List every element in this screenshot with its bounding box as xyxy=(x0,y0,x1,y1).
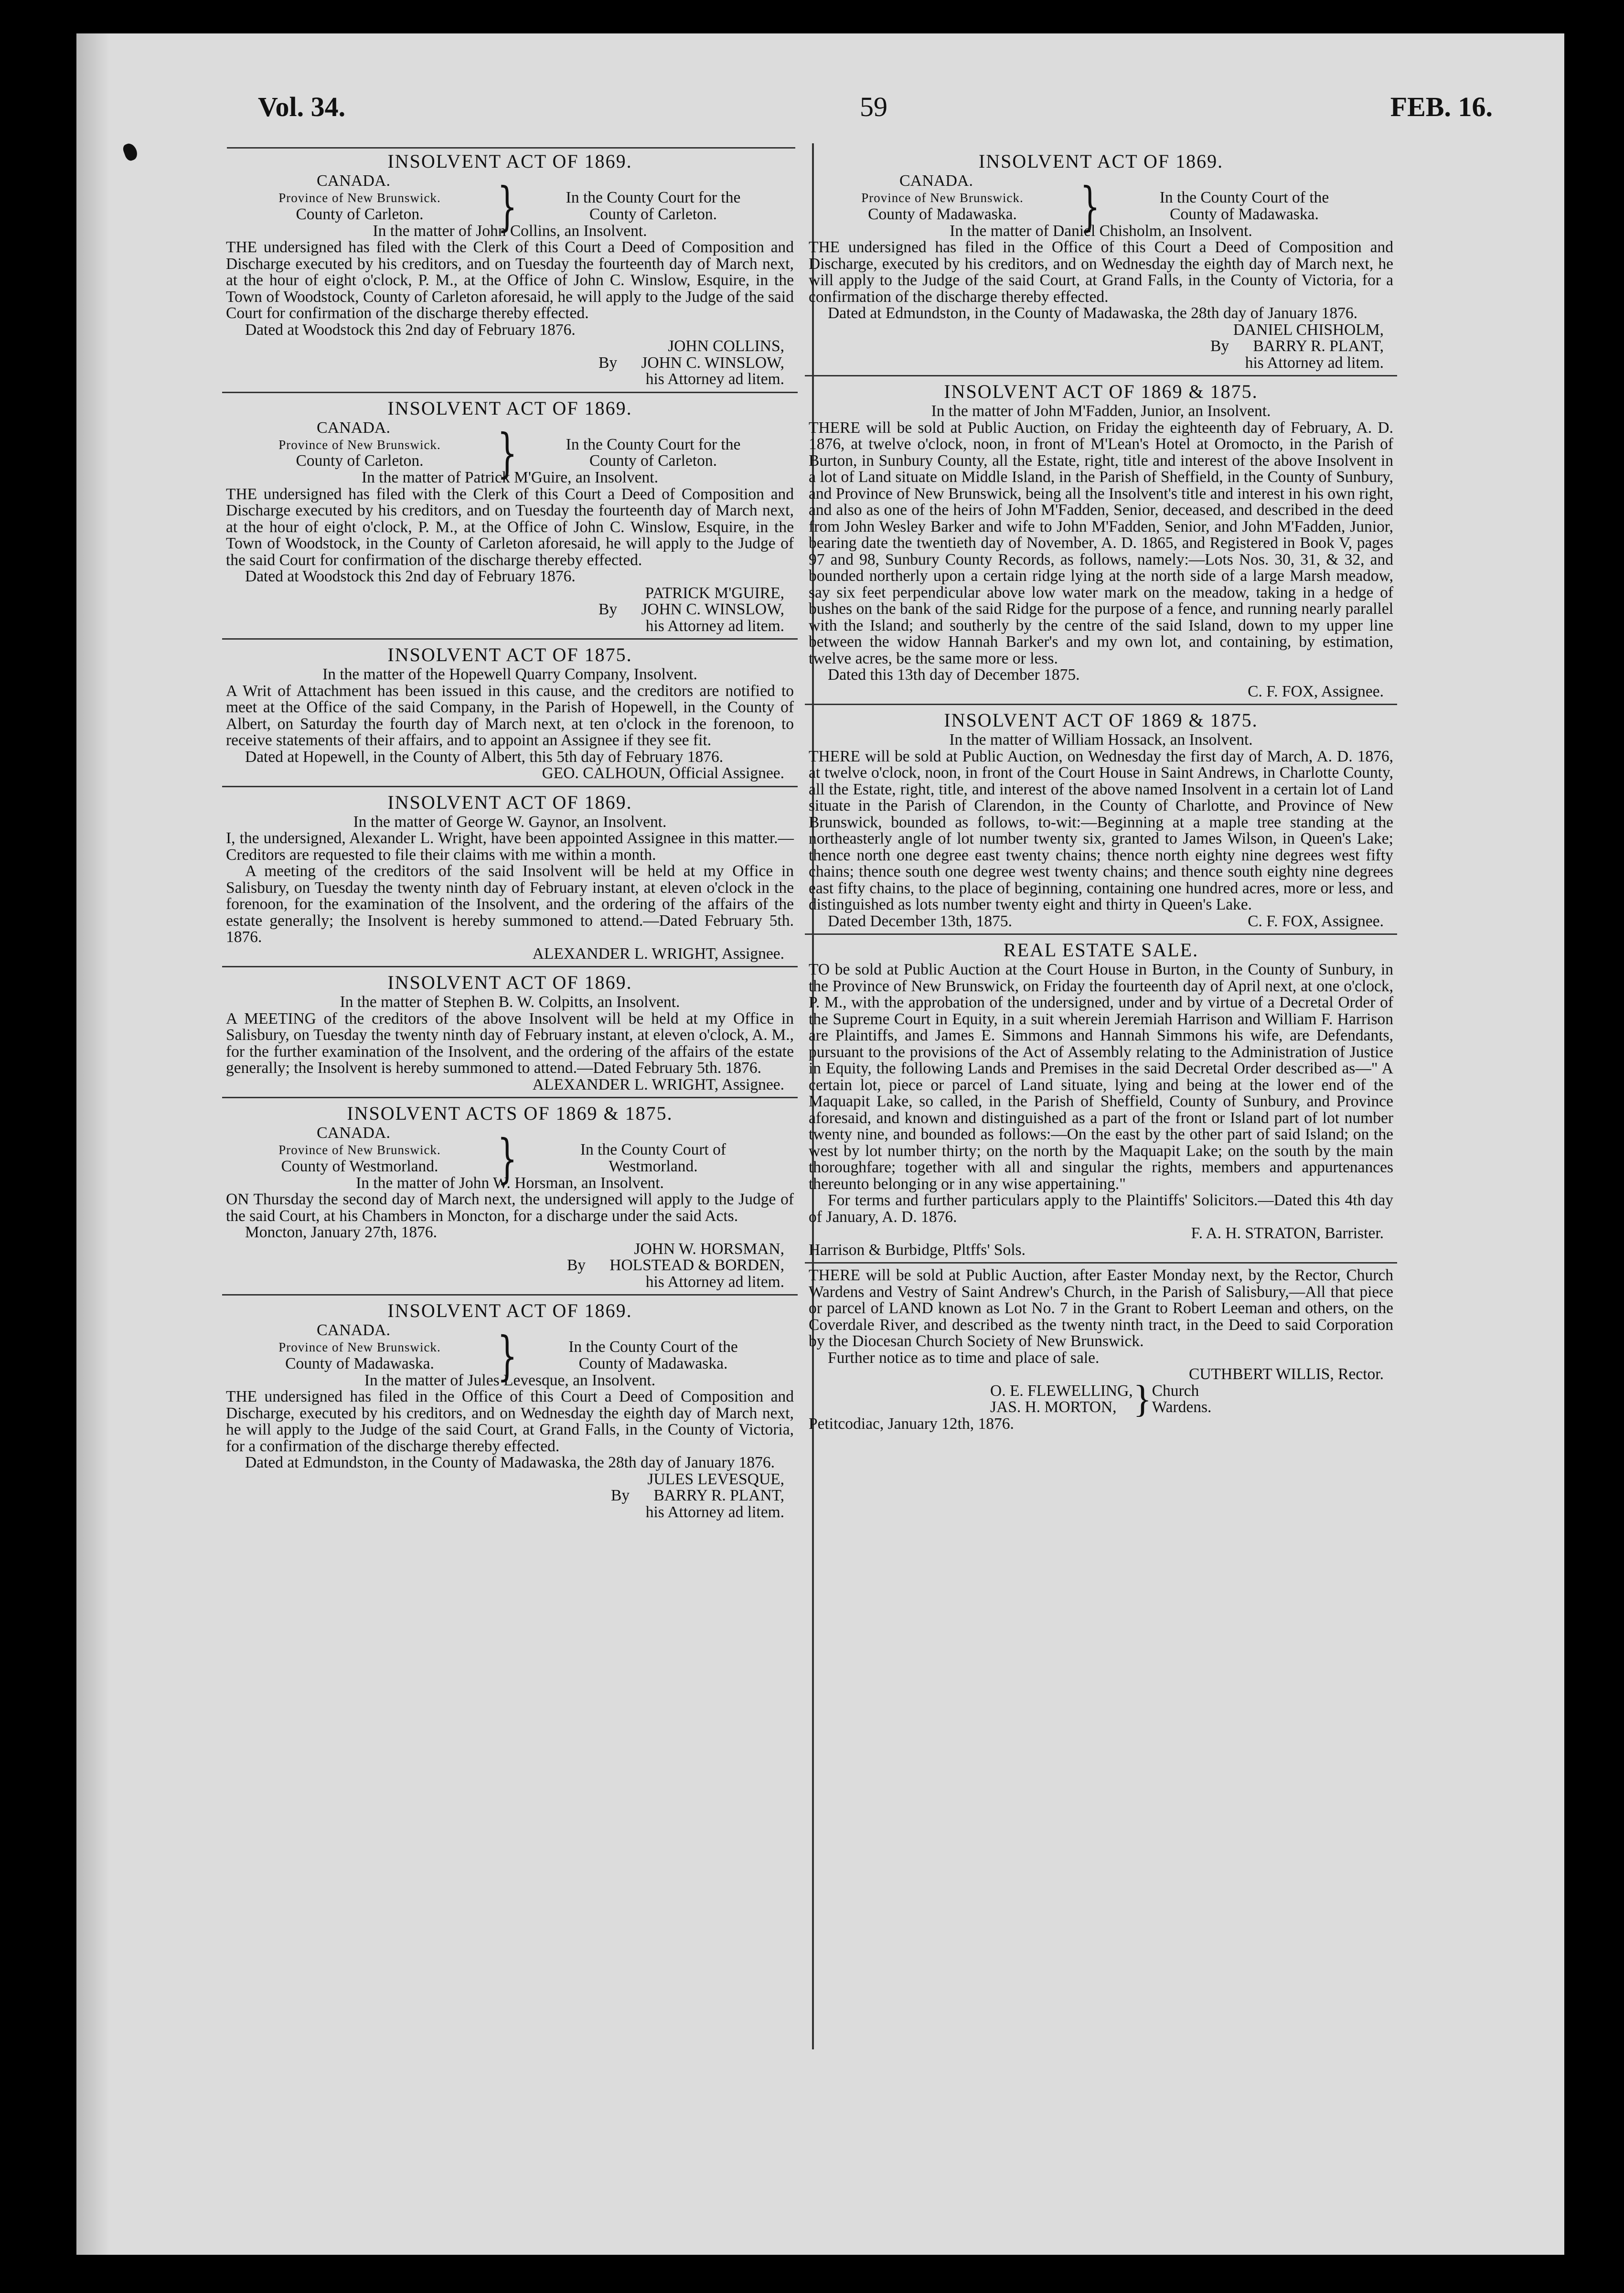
notice-body-2: A meeting of the creditors of the said Insolvent will be held at my Office in Salisbury, on Tuesday the twenty ninth day of February instant, at eleven o'clock in the forenoon, for the examination of the Insolvent, and the ordering of the affairs of the estate generally; the Insolvent is hereby summoned to attend.—Dated February 5th. 1876. xyxy=(226,862,794,946)
notice-levesque xyxy=(222,1298,798,1524)
province-label: Province of New Brunswick. xyxy=(278,1143,441,1157)
notice-mguire xyxy=(222,396,798,640)
province-county: County of Madawaska. xyxy=(285,1354,434,1372)
dated-line: Dated at Edmundston, in the County of Madawaska, the 28th day of January 1876. xyxy=(245,1454,775,1471)
signature-attorney: JOHN C. WINSLOW, xyxy=(641,354,784,372)
country-label: CANADA. xyxy=(317,1124,390,1142)
notice-title: INSOLVENT ACT OF 1869. xyxy=(978,150,1224,172)
brace-icon: } xyxy=(497,1127,517,1189)
matter-line: In the matter of Daniel Chisholm, an Insolvent. xyxy=(950,222,1252,240)
issue-date: FEB. 16. xyxy=(1390,91,1493,122)
signature-warden-2: JAS. H. MORTON, xyxy=(990,1398,1117,1416)
signature-by: By xyxy=(611,1487,630,1504)
signature-by: By xyxy=(566,1256,586,1274)
province-county: County of Westmorland. xyxy=(281,1157,438,1175)
signature-attorney: BARRY R. PLANT, xyxy=(653,1487,784,1504)
notice-body: THE undersigned has filed in the Office of this Court a Deed of Composition and Discharge, executed by his creditors, and on Wednesday the eighth day of March next, he will apply to the Judge of the said Court, at Grand Falls, in the County of Victoria, for a confirmation of the discharge thereby effected. xyxy=(226,1388,794,1455)
matter-line: In the matter of George W. Gaynor, an Insolvent. xyxy=(353,813,667,831)
notice-body: A Writ of Attachment has been issued in this cause, and the creditors are notified to meet at the Office of the said Company, in the Parish of Hopewell, in the County of Albert, on Saturday the fourth day of March next, at ten o'clock in the forenoon, to receive statements of their affairs, and to appoint an Assignee if they see fit. xyxy=(226,682,794,749)
notice-body: THE undersigned has filed with the Clerk of this Court a Deed of Composition and Discharge executed by his creditors, and on Tuesday the fourteenth day of March next, at the hour of eight o'clock, P. M., at the Office of John C. Winslow, Esquire, in the Town of Woodstock, County of Carleton aforesaid, he will apply to the Judge of the said Court for confirmation of the discharge thereby effected. xyxy=(226,238,794,322)
notice-body-2: For terms and further particulars apply to the Plaintiffs' Solicitors.—Dated this 4th day of January, A. D. 1876. xyxy=(809,1191,1393,1226)
signature-line: ALEXANDER L. WRIGHT, Assignee. xyxy=(532,1075,784,1093)
country-label: CANADA. xyxy=(317,418,390,437)
notice-title: INSOLVENT ACT OF 1869 & 1875. xyxy=(944,381,1258,402)
court-label: In the County Court of the xyxy=(1159,189,1329,206)
country-label: CANADA. xyxy=(317,1321,390,1339)
notice-body: THE undersigned has filed with the Clerk of this Court a Deed of Composition and Discharge executed by his creditors, and on Tuesday the fourteenth day of March next, at the hour of eight o'clock, P. M., at the Office of John C. Winslow, Esquire, in the Town of Woodstock, in the County of Carleton aforesaid, he will apply to the Judge of the said Court for confirmation of the discharge thereby effected. xyxy=(226,485,794,569)
church-label: Church xyxy=(1152,1382,1199,1400)
dated-line: Petitcodiac, January 12th, 1876. xyxy=(809,1414,1014,1433)
notice-title: INSOLVENT ACT OF 1869. xyxy=(387,972,632,993)
dated-line: Dated December 13th, 1875. xyxy=(828,912,1013,930)
notice-church-land-sale xyxy=(805,1266,1397,1436)
province-county: County of Carleton. xyxy=(296,452,424,470)
court-county: County of Carleton. xyxy=(589,205,717,223)
dated-line: Dated this 13th day of December 1875. xyxy=(828,666,1080,684)
page-header xyxy=(258,91,1493,143)
notice-title: INSOLVENT ACT OF 1869. xyxy=(387,791,632,813)
court-county: County of Carleton. xyxy=(589,452,717,470)
notice-title: INSOLVENT ACT OF 1875. xyxy=(387,644,632,665)
ink-blot xyxy=(122,142,139,162)
notice-title: INSOLVENT ACT OF 1869 & 1875. xyxy=(944,709,1258,731)
notice-real-estate-sale xyxy=(805,938,1397,1264)
province-label: Province of New Brunswick. xyxy=(278,1340,441,1354)
province-label: Province of New Brunswick. xyxy=(278,191,441,205)
notice-body: THERE will be sold at Public Auction, after Easter Monday next, by the Rector, Church Wardens and Vestry of Saint Andrew's Church, in the Parish of Salisbury,—All that piece or parcel of LAND known as Lot No. 7 in the Grant to Robert Leeman and others, on the Coverdale River, and described as the twenty ninth tract, in the Deed to said Corporation by the Diocesan Church Society of New Brunswick. xyxy=(809,1266,1393,1350)
volume-label: Vol. 34. xyxy=(258,91,346,122)
right-column xyxy=(805,149,1397,1439)
notice-hossack xyxy=(805,708,1397,935)
signature-name: DANIEL CHISHOLM, xyxy=(1233,321,1384,339)
notice-title: INSOLVENT ACTS OF 1869 & 1875. xyxy=(347,1103,673,1124)
notice-gaynor xyxy=(222,790,798,968)
notice-body-2: Further notice as to time and place of sale. xyxy=(828,1349,1100,1367)
notice-title: INSOLVENT ACT OF 1869. xyxy=(387,1300,632,1321)
signature-name: JULES LEVESQUE, xyxy=(647,1470,784,1488)
court-label: In the County Court for the xyxy=(566,435,741,453)
signature-rector: CUTHBERT WILLIS, Rector. xyxy=(1188,1365,1384,1383)
dated-line: Moncton, January 27th, 1876. xyxy=(245,1223,437,1241)
matter-line: In the matter of John M'Fadden, Junior, an Insolvent. xyxy=(931,402,1271,420)
notice-mfadden xyxy=(805,379,1397,705)
matter-line: In the matter of Patrick M'Guire, an Insolvent. xyxy=(362,469,658,486)
matter-line: In the matter of Stephen B. W. Colpitts, an Insolvent. xyxy=(340,993,680,1011)
dated-line: Dated at Hopewell, in the County of Albert, this 5th day of February 1876. xyxy=(245,748,724,766)
court-county: Westmorland. xyxy=(609,1157,698,1175)
notice-body: I, the undersigned, Alexander L. Wright, have been appointed Assignee in this matter.—Creditors are requested to file their claims with me within a month. xyxy=(226,829,794,864)
court-label: In the County Court of the xyxy=(568,1338,738,1356)
signature-line: C. F. FOX, Assignee. xyxy=(1248,912,1384,930)
court-label: In the County Court of xyxy=(580,1141,727,1158)
top-rule xyxy=(227,147,795,149)
notice-title: INSOLVENT ACT OF 1869. xyxy=(387,150,632,172)
signature-barrister: F. A. H. STRATON, Barrister. xyxy=(1191,1224,1384,1242)
notice-chisholm xyxy=(805,149,1397,376)
notice-body: TO be sold at Public Auction at the Court House in Burton, in the County of Sunbury, in the Province of New Brunswick, on Friday the fourteenth day of April next, at one o'clock, P. M., with the approbation of the undersigned, under and by virtue of a Decretal Order of the Supreme Court in Equity, in a suit wherein Jeremiah Harrison and William F. Harrison are Plaintiffs, and James E. Simmons and Hannah Simmons his wife, are Defendants, pursuant to the provisions of the Act of Assembly relating to the Administration of Justice in Equity, the following Lands and Premises in the said Decretal Order described as—" A certain lot, piece or parcel of Land situate, lying and being at the lower end of the Maquapit Lake, so called, in the Parish of Sheffield, County of Sunbury, and Province aforesaid, and known and distinguished as a part of the front or Island part of lot number twenty nine, and bounded as follows:—On the east by the other part of said Island; on the west by lot number thirty; on the north by the Maquapit Lake; on the south by the main thoroughfare; together with all and singular the rights, members and appurtenances thereunto belonging or in any wise appertaining." xyxy=(809,961,1393,1193)
notice-colpitts xyxy=(222,970,798,1098)
province-label: Province of New Brunswick. xyxy=(278,437,441,452)
notice-body: ON Thursday the second day of March next, the undersigned will apply to the Judge of the said Court, at his Chambers in Moncton, for a discharge under the said Acts. xyxy=(226,1190,794,1225)
signature-role: his Attorney ad litem. xyxy=(645,1273,784,1291)
signature-name: PATRICK M'GUIRE, xyxy=(645,584,784,602)
court-label: In the County Court for the xyxy=(566,189,741,206)
brace-icon: } xyxy=(497,422,517,483)
signature-by: By xyxy=(598,354,618,372)
dated-line: Dated at Woodstock this 2nd day of February 1876. xyxy=(245,321,576,339)
matter-line: In the matter of Jules Levesque, an Insolvent. xyxy=(364,1371,656,1389)
notice-body: THE undersigned has filed in the Office of this Court a Deed of Composition and Discharge, executed by his creditors, and on Wednesday the eighth day of March next, he will apply to the Judge of the said Court, at Grand Falls, in the County of Victoria, for a confirmation of the discharge thereby effected. xyxy=(809,238,1393,306)
signature-line: GEO. CALHOUN, Official Assignee. xyxy=(542,764,784,782)
signature-attorney: HOLSTEAD & BORDEN, xyxy=(609,1256,784,1274)
notice-hopewell xyxy=(222,643,798,787)
signature-role: his Attorney ad litem. xyxy=(645,617,784,635)
dated-line: Dated at Edmundston, in the County of Madawaska, the 28th day of January 1876. xyxy=(828,304,1358,322)
notice-body: THERE will be sold at Public Auction, on Friday the eighteenth day of February, A. D. 1876, at twelve o'clock, noon, in front of M'Lean's Hotel at Oromocto, in the Parish of Burton, in Sunbury County, all the Estate, right, title and interest of the above Insolvent in a lot of Land situate on Middle Island, in the Parish of Sheffield, in the County of Sunbury, and Province of New Brunswick, being all the Insolvent's title and interest in his own right, and also as one of the heirs of John M'Fadden, Senior, deceased, and described in the deed from John Wesley Barker and wife to John M'Fadden, Senior, and John M'Fadden, Junior, bearing date the twentieth day of November, A. D. 1865, and Registered in Book V, pages 97 and 98, Sunbury County Records, as follows, namely:—Lots Nos. 30, 31, & 32, and bounded northerly upon a certain ridge lying at the north side of a large Marsh meadow, say six feet perpendicular above low water mark on the meadow, taking in a hedge of bushes on the bank of the said Ridge for the purpose of a fence, and running nearly parallel with the Island; and southerly by the centre of the said Island, down to my upper line between the widow Hannah Barker's and my own lot, and containing, by estimation, twelve acres, be the same more or less. xyxy=(809,418,1393,667)
province-county: County of Madawaska. xyxy=(868,205,1017,223)
signature-by: By xyxy=(1210,337,1229,355)
court-county: County of Madawaska. xyxy=(1170,205,1319,223)
brace-icon: } xyxy=(497,1325,517,1386)
signature-attorney: BARRY R. PLANT, xyxy=(1253,337,1384,355)
matter-line: In the matter of the Hopewell Quarry Company, Insolvent. xyxy=(322,665,697,683)
matter-line: In the matter of John Collins, an Insolvent. xyxy=(373,222,647,240)
signature-solicitors: Harrison & Burbidge, Pltffs' Sols. xyxy=(809,1241,1026,1259)
signature-attorney: JOHN C. WINSLOW, xyxy=(641,600,784,618)
signature-by: By xyxy=(598,600,618,618)
notice-body: A MEETING of the creditors of the above Insolvent will be held at my Office in Salisbury, on Tuesday the twenty ninth day of February instant, at eleven o'clock, A. M., for the further examination of the Insolvent, and the ordering of the affairs of the estate generally; the Insolvent is hereby summoned to attend.—Dated February 5th. 1876. xyxy=(226,1009,794,1077)
notice-title: INSOLVENT ACT OF 1869. xyxy=(387,397,632,419)
brace-icon: } xyxy=(497,175,517,237)
country-label: CANADA. xyxy=(899,172,973,190)
wardens-label: Wardens. xyxy=(1152,1398,1212,1416)
notice-body: THERE will be sold at Public Auction, on Wednesday the first day of March, A. D. 1876, at twelve o'clock, noon, in front of the Court House in Saint Andrews, in Charlotte County, all the Estate, right, title, and interest of the above named Insolvent in a certain lot of Land situate in the Parish of Clarendon, in the County of Charlotte, and Province of New Brunswick, bounded as follows, to-wit:—Beginning at a maple tree standing at the northeasterly angle of lot number twenty six, granted to James Wilson, in Queen's Lake; thence north one degree east twenty chains; thence north eighty nine degrees west fifty chains; thence south one degree west twenty chains; and thence south eighty nine degrees east fifty chains, to the place of beginning, containing one hundred acres, more or less, and distinguished as lots number twenty eight and thirty in Queen's Lake. xyxy=(809,747,1393,913)
signature-line: C. F. FOX, Assignee. xyxy=(1248,682,1384,700)
signature-warden-1: O. E. FLEWELLING, xyxy=(990,1382,1133,1400)
matter-line: In the matter of William Hossack, an Insolvent. xyxy=(949,731,1253,749)
notice-title: REAL ESTATE SALE. xyxy=(1003,939,1199,961)
notice-horsman xyxy=(222,1101,798,1296)
signature-name: JOHN W. HORSMAN, xyxy=(634,1240,784,1258)
page-number: 59 xyxy=(860,91,887,122)
signature-role: his Attorney ad litem. xyxy=(1245,354,1384,372)
page-fold-shadow xyxy=(76,33,110,2255)
signature-name: JOHN COLLINS, xyxy=(668,337,784,355)
dated-line: Dated at Woodstock this 2nd day of February 1876. xyxy=(245,568,576,585)
signature-line: ALEXANDER L. WRIGHT, Assignee. xyxy=(532,944,784,963)
brace-icon: } xyxy=(1133,1378,1152,1420)
court-county: County of Madawaska. xyxy=(578,1354,728,1372)
left-column xyxy=(222,149,798,1527)
signature-role: his Attorney ad litem. xyxy=(645,370,784,388)
country-label: CANADA. xyxy=(317,172,390,190)
matter-line: In the matter of John W. Horsman, an Insolvent. xyxy=(356,1174,664,1192)
signature-role: his Attorney ad litem. xyxy=(645,1503,784,1521)
province-label: Province of New Brunswick. xyxy=(861,191,1024,205)
province-county: County of Carleton. xyxy=(296,205,424,223)
brace-icon: } xyxy=(1080,175,1100,237)
notice-collins xyxy=(222,149,798,393)
